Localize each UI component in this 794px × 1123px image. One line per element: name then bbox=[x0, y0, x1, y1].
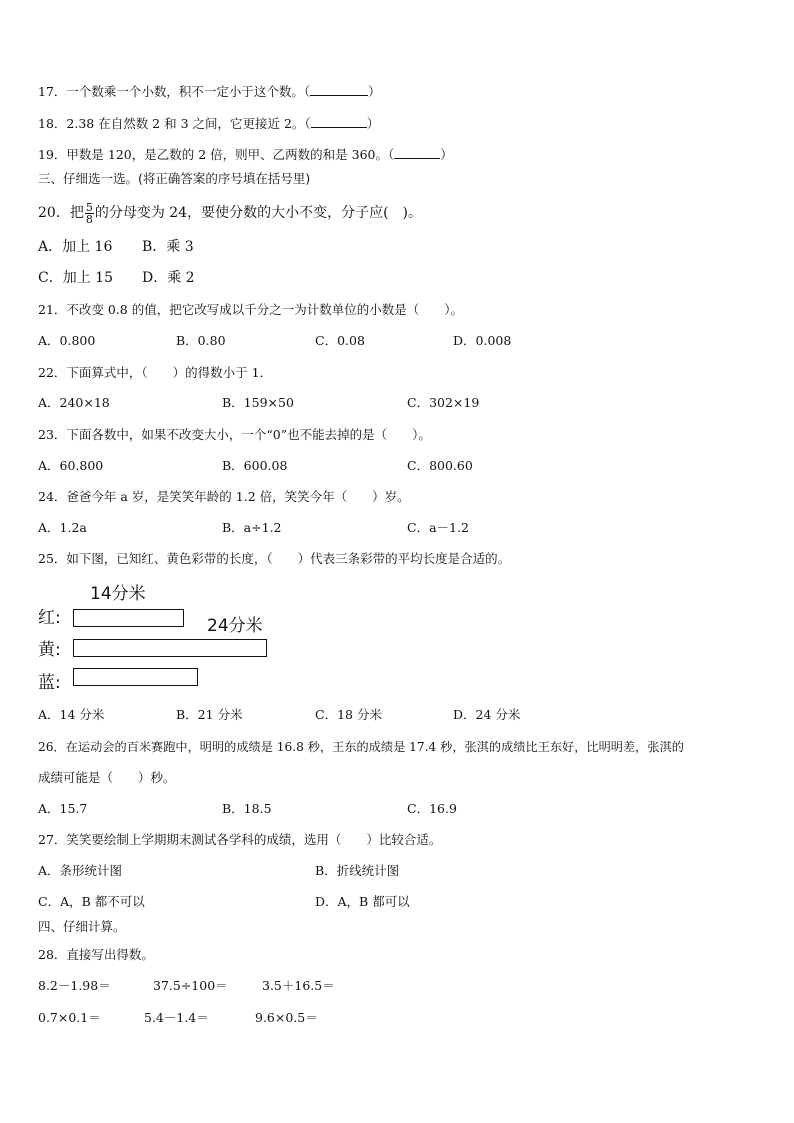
option-a[interactable]: A．条形统计图 bbox=[38, 863, 123, 878]
option-a[interactable]: A．240×18 bbox=[38, 395, 110, 410]
question-17-text: 17．一个数乘一个小数，积不一定小于这个数。（ bbox=[38, 84, 311, 99]
fraction: $\frac{5}{8}$ bbox=[85, 200, 93, 226]
question-26-line-1: 26．在运动会的百米赛跑中，明明的成绩是 16.8 秒，王东的成绩是 17.4 秒，张淇的成绩比王东好，比明明差，张淇的 bbox=[38, 740, 684, 754]
question-20: 20．把 $\frac{5}{8}$ 的分母变为 24，要使分数的大小不变，分子应( )。 bbox=[38, 200, 423, 226]
option-d[interactable]: D．0.008 bbox=[453, 333, 512, 348]
question-18-text: 18．2.38 在自然数 2 和 3 之间，它更接近 2。（ bbox=[38, 116, 311, 131]
blue-row-label: 蓝: bbox=[38, 673, 61, 693]
option-a[interactable]: A．14 分米 bbox=[38, 707, 105, 722]
option-d[interactable]: D．乘 2 bbox=[142, 270, 195, 286]
option-b[interactable]: B．0.80 bbox=[176, 333, 226, 348]
option-b[interactable]: B．21 分米 bbox=[176, 707, 243, 722]
question-25: 25．如下图，已知红、黄色彩带的长度，（ ）代表三条彩带的平均长度是合适的。 bbox=[38, 551, 511, 566]
question-21: 21．不改变 0.8 的值，把它改写成以千分之一为计数单位的小数是（ ）。 bbox=[38, 302, 463, 317]
option-c[interactable]: C．0.08 bbox=[315, 333, 365, 348]
option-a[interactable]: A．0.800 bbox=[38, 333, 96, 348]
option-b[interactable]: B．折线统计图 bbox=[315, 863, 400, 878]
option-a[interactable]: A．加上 16 bbox=[38, 239, 113, 255]
red-ribbon-bar bbox=[73, 609, 184, 627]
section-title-3: 三、仔细选一选。(将正确答案的序号填在括号里) bbox=[38, 171, 311, 186]
option-b[interactable]: B．18.5 bbox=[222, 801, 272, 816]
question-19-text: 19．甲数是 120，是乙数的 2 倍，则甲、乙两数的和是 360。（ bbox=[38, 147, 395, 162]
option-a[interactable]: A．1.2a bbox=[38, 520, 87, 535]
option-c[interactable]: C．a－1.2 bbox=[407, 520, 469, 535]
red-row-label: 红: bbox=[38, 608, 61, 628]
blue-ribbon-bar bbox=[73, 668, 198, 686]
yellow-length-label: 24分米 bbox=[207, 616, 263, 636]
option-c[interactable]: C．16.9 bbox=[407, 801, 457, 816]
red-length-label: 14分米 bbox=[90, 584, 146, 604]
option-a[interactable]: A．60.800 bbox=[38, 458, 104, 473]
option-b[interactable]: B．乘 3 bbox=[142, 239, 194, 255]
option-c[interactable]: C．加上 15 bbox=[38, 270, 113, 286]
option-c[interactable]: C．800.60 bbox=[407, 458, 473, 473]
option-c[interactable]: C．18 分米 bbox=[315, 707, 382, 722]
calc-item: 37.5÷100＝ bbox=[153, 978, 228, 993]
calc-item: 8.2－1.98＝ bbox=[38, 978, 111, 993]
question-22: 22．下面算式中，（ ）的得数小于 1． bbox=[38, 365, 273, 380]
calc-item: 5.4－1.4＝ bbox=[144, 1010, 209, 1025]
answer-blank[interactable] bbox=[311, 114, 367, 128]
question-28: 28．直接写出得数。 bbox=[38, 947, 154, 962]
question-27: 27．笑笑要绘制上学期期末测试各学科的成绩，选用（ ）比较合适。 bbox=[38, 832, 442, 847]
option-b[interactable]: B．600.08 bbox=[222, 458, 288, 473]
option-b[interactable]: B．159×50 bbox=[222, 395, 294, 410]
calc-item: 9.6×0.5＝ bbox=[255, 1010, 318, 1025]
answer-blank[interactable] bbox=[310, 82, 368, 96]
question-23: 23．下面各数中，如果不改变大小，一个“0”也不能去掉的是（ ）。 bbox=[38, 427, 431, 442]
option-a[interactable]: A．15.7 bbox=[38, 801, 88, 816]
question-24: 24．爸爸今年 a 岁，是笑笑年龄的 1.2 倍，笑笑今年（ ）岁。 bbox=[38, 489, 410, 504]
question-17: 17．一个数乘一个小数，积不一定小于这个数。（ ） bbox=[38, 84, 381, 99]
yellow-row-label: 黄: bbox=[38, 640, 61, 660]
calc-item: 3.5＋16.5＝ bbox=[262, 978, 335, 993]
calc-item: 0.7×0.1＝ bbox=[38, 1010, 101, 1025]
section-title-4: 四、仔细计算。 bbox=[38, 919, 126, 934]
option-b[interactable]: B．a÷1.2 bbox=[222, 520, 282, 535]
option-c[interactable]: C．302×19 bbox=[407, 395, 480, 410]
question-26-line-2: 成绩可能是（ ）秒。 bbox=[38, 770, 176, 785]
option-d[interactable]: D．A，B 都可以 bbox=[315, 894, 410, 909]
yellow-ribbon-bar bbox=[73, 639, 267, 657]
answer-blank[interactable] bbox=[394, 145, 440, 159]
question-18: 18．2.38 在自然数 2 和 3 之间，它更接近 2。（ ） bbox=[38, 116, 380, 131]
option-d[interactable]: D．24 分米 bbox=[453, 707, 521, 722]
option-c[interactable]: C．A，B 都不可以 bbox=[38, 894, 145, 909]
question-19: 19．甲数是 120，是乙数的 2 倍，则甲、乙两数的和是 360。（ ） bbox=[38, 147, 453, 162]
